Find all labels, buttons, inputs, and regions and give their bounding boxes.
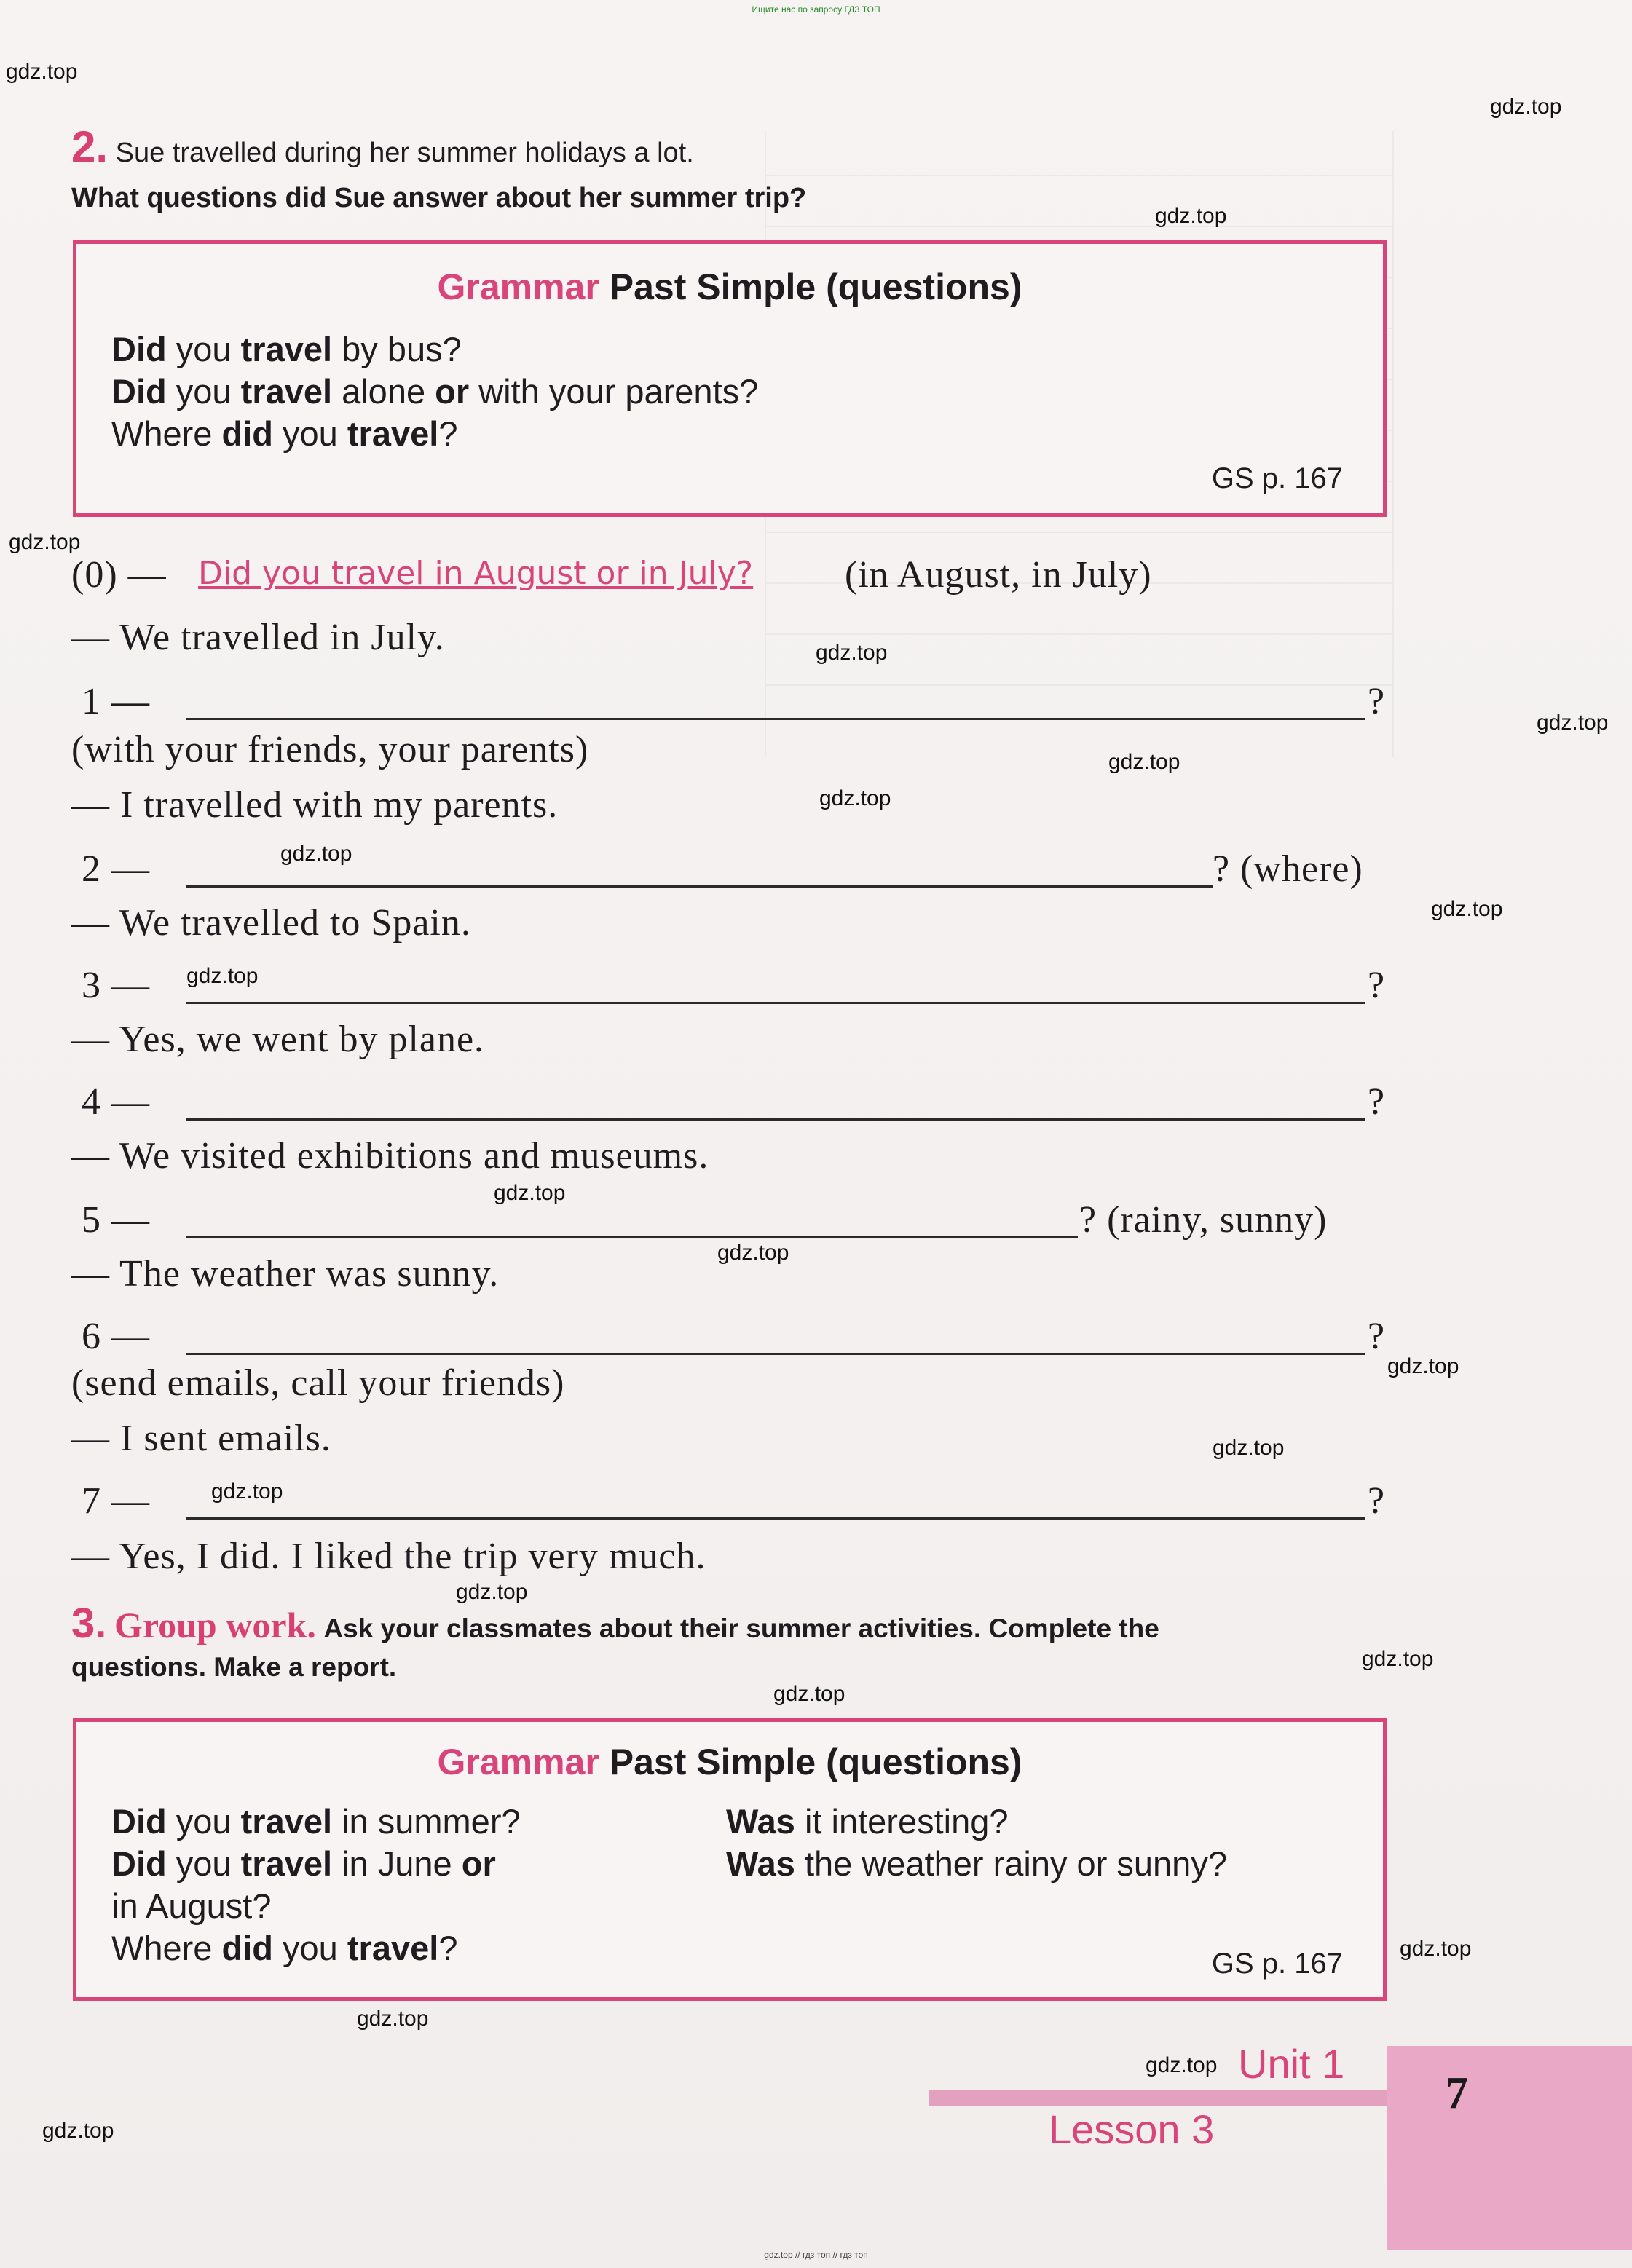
exercise-2-question: What questions did Sue answer about her summer trip? bbox=[71, 183, 807, 213]
watermark: gdz.top bbox=[819, 786, 891, 810]
watermark: gdz.top bbox=[1213, 1436, 1285, 1460]
item-5-number: 5 — bbox=[82, 1199, 150, 1241]
page-number-box bbox=[1387, 2046, 1632, 2250]
bottom-note: gdz.top // гдз топ // гдз топ bbox=[764, 2250, 868, 2260]
watermark: gdz.top bbox=[494, 1181, 566, 1205]
watermark: gdz.top bbox=[1155, 204, 1227, 228]
exercise-number: 2. bbox=[71, 122, 109, 171]
grammar-title: Grammar Past Simple (questions) bbox=[437, 1742, 1022, 1782]
watermark: gdz.top bbox=[773, 1682, 845, 1706]
watermark: gdz.top bbox=[211, 1479, 283, 1504]
item-0-number: (0) — bbox=[71, 554, 167, 596]
watermark: gdz.top bbox=[357, 2007, 429, 2031]
item-2-hint: ? (where) bbox=[1213, 848, 1363, 890]
watermark: gdz.top bbox=[186, 964, 259, 988]
instruction-text: Ask your classmates about their summer activities. Complete the bbox=[323, 1613, 1159, 1643]
unit-label: Unit 1 bbox=[1238, 2041, 1345, 2087]
grammar-line: Where did you travel? bbox=[111, 1929, 458, 1967]
item-5-reply: — The weather was sunny. bbox=[71, 1253, 500, 1295]
lesson-label: Lesson 3 bbox=[1049, 2106, 1215, 2152]
answer-line[interactable] bbox=[186, 718, 1365, 720]
exercise-3-heading bbox=[71, 1600, 1159, 1647]
exercise-title: Group work. bbox=[114, 1605, 316, 1645]
question-mark: ? bbox=[1368, 965, 1386, 1006]
grammar-line: Did you travel by bus? bbox=[111, 330, 462, 368]
exercise-3-instruction-2: questions. Make a report. bbox=[71, 1652, 397, 1682]
question-mark: ? bbox=[1368, 1316, 1386, 1357]
watermark: gdz.top bbox=[9, 530, 81, 554]
item-0-answer: Did you travel in August or in July? bbox=[198, 555, 754, 592]
item-5-hint: ? (rainy, sunny) bbox=[1079, 1199, 1328, 1241]
answer-line[interactable] bbox=[186, 1517, 1365, 1520]
answer-line[interactable] bbox=[186, 1353, 1365, 1355]
watermark: gdz.top bbox=[1387, 1354, 1459, 1378]
item-4-reply: — We visited exhibitions and museums. bbox=[71, 1135, 709, 1177]
grammar-title: Grammar Past Simple (questions) bbox=[437, 266, 1022, 307]
watermark: gdz.top bbox=[1400, 1937, 1472, 1961]
answer-line[interactable] bbox=[186, 885, 1213, 888]
grammar-line: in August? bbox=[111, 1886, 272, 1925]
item-6-reply: — I sent emails. bbox=[71, 1418, 331, 1459]
watermark: gdz.top bbox=[1146, 2053, 1218, 2077]
grammar-line: Did you travel in June or bbox=[111, 1844, 496, 1883]
item-3-reply: — Yes, we went by plane. bbox=[71, 1019, 485, 1060]
item-2-reply: — We travelled to Spain. bbox=[71, 902, 471, 944]
watermark: gdz.top bbox=[1108, 750, 1180, 774]
watermark: gdz.top bbox=[280, 842, 352, 866]
instruction-text: Sue travelled during her summer holidays a lot. bbox=[115, 138, 694, 168]
item-0-reply: — We travelled in July. bbox=[71, 617, 445, 658]
unit-band bbox=[929, 2090, 1395, 2106]
grammar-line: Was the weather rainy or sunny? bbox=[726, 1844, 1227, 1883]
watermark: gdz.top bbox=[816, 641, 888, 665]
exercise-2-instruction bbox=[71, 122, 694, 171]
grammar-box-1 bbox=[73, 240, 1387, 517]
answer-line[interactable] bbox=[186, 1236, 1078, 1238]
exercise-number: 3. bbox=[71, 1600, 107, 1647]
item-2-number: 2 — bbox=[82, 848, 150, 890]
watermark: gdz.top bbox=[717, 1241, 789, 1265]
item-1-reply: — I travelled with my parents. bbox=[71, 784, 559, 826]
watermark: gdz.top bbox=[1362, 1647, 1434, 1671]
page-number: 7 bbox=[1446, 2069, 1468, 2118]
item-7-number: 7 — bbox=[82, 1480, 150, 1522]
grammar-line: Did you travel alone or with your parents? bbox=[111, 372, 759, 411]
grammar-reference: GS p. 167 bbox=[1211, 1948, 1343, 1980]
watermark: gdz.top bbox=[1431, 897, 1503, 921]
watermark: gdz.top bbox=[456, 1580, 528, 1604]
watermark: gdz.top bbox=[1537, 711, 1609, 735]
watermark: gdz.top bbox=[1490, 95, 1562, 119]
item-3-number: 3 — bbox=[82, 965, 150, 1006]
top-note: Ищите нас по запросу ГДЗ ТОП bbox=[752, 4, 880, 15]
item-4-number: 4 — bbox=[82, 1081, 150, 1123]
answer-line[interactable] bbox=[186, 1002, 1365, 1004]
grammar-line: Did you travel in summer? bbox=[111, 1802, 521, 1841]
grammar-line: Where did you travel? bbox=[111, 414, 458, 453]
answer-line[interactable] bbox=[186, 1118, 1365, 1121]
item-1-number: 1 — bbox=[82, 681, 150, 722]
grammar-box-2 bbox=[73, 1718, 1387, 2001]
grammar-reference: GS p. 167 bbox=[1211, 462, 1343, 494]
item-6-number: 6 — bbox=[82, 1316, 150, 1357]
question-mark: ? bbox=[1368, 1480, 1386, 1522]
watermark: gdz.top bbox=[42, 2119, 114, 2143]
item-0-hint: (in August, in July) bbox=[845, 554, 1152, 596]
item-6-hint: (send emails, call your friends) bbox=[71, 1362, 565, 1404]
watermark: gdz.top bbox=[6, 60, 78, 84]
question-mark: ? bbox=[1368, 681, 1386, 722]
item-7-reply: — Yes, I did. I liked the trip very much. bbox=[71, 1536, 706, 1577]
grammar-line: Was it interesting? bbox=[726, 1802, 1009, 1841]
question-mark: ? bbox=[1368, 1081, 1386, 1123]
item-1-hint: (with your friends, your parents) bbox=[71, 729, 589, 770]
